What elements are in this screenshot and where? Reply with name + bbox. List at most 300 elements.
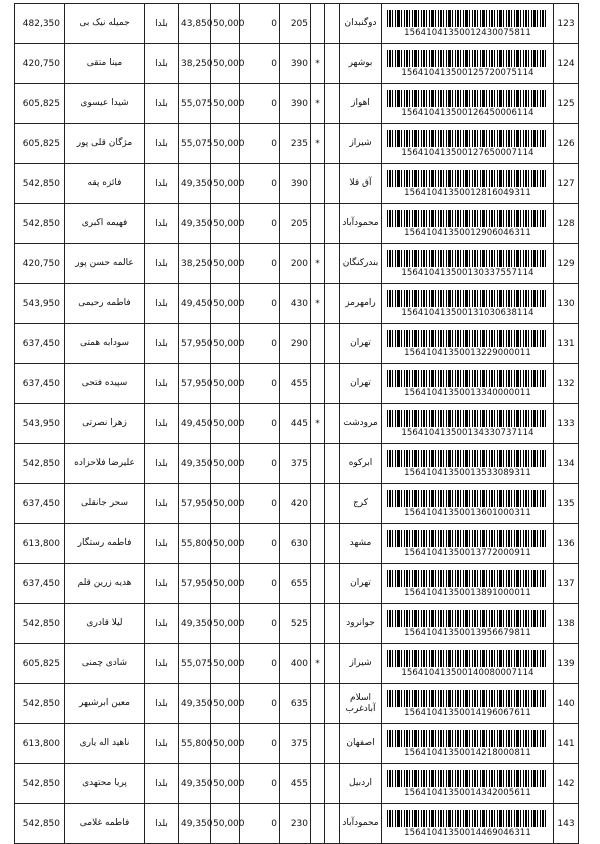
row-number-cell: 126 [554, 124, 579, 164]
tracking-code: 15641041350013956679811 [404, 628, 531, 638]
barcode-graphic [387, 770, 548, 787]
city-cell: مرودشت [340, 404, 382, 444]
value-b-cell: 50,000 [211, 164, 240, 204]
value-a-cell: 49,450 [179, 284, 211, 324]
barcode-graphic [387, 250, 548, 267]
tracking-code: 15641041350012765000711‎4 [401, 148, 534, 158]
table-row [15, 364, 579, 404]
mark-cell [311, 4, 325, 44]
barcode-graphic [387, 10, 548, 27]
type-cell: بلدا [145, 324, 179, 364]
tracking-code: 15641041350012816049311 [404, 188, 531, 198]
mark-cell: * [311, 84, 325, 124]
value-a-cell: 57,950 [179, 564, 211, 604]
zero-cell: 0 [240, 204, 280, 244]
empty-cell [325, 244, 340, 284]
tracking-code: 15641041350012645000611‎4 [401, 108, 534, 118]
recipient-name-cell: عالمه حسن پور [65, 244, 145, 284]
recipient-name-cell: مژگان قلی پور [65, 124, 145, 164]
barcode-graphic [387, 610, 548, 627]
barcode-cell [382, 44, 554, 84]
barcode-graphic [387, 690, 548, 707]
mark-cell [311, 604, 325, 644]
tracking-code: 15641041350013229000011 [404, 348, 531, 358]
tracking-code: 15641041350013033755711‎4 [401, 268, 534, 278]
table-row [15, 404, 579, 444]
row-number-cell: 133 [554, 404, 579, 444]
barcode-cell [382, 644, 554, 684]
count-cell: 445 [280, 404, 311, 444]
city-cell: شیراز [340, 124, 382, 164]
amount-cell: 542,850 [15, 764, 65, 804]
value-a-cell: 49,350 [179, 204, 211, 244]
recipient-name-cell: ناهید اله یاری [65, 724, 145, 764]
zero-cell: 0 [240, 804, 280, 844]
empty-cell [325, 404, 340, 444]
row-number-cell: 139 [554, 644, 579, 684]
value-a-cell: 55,075 [179, 84, 211, 124]
barcode-cell [382, 164, 554, 204]
recipient-name-cell: فائزه پقه [65, 164, 145, 204]
empty-cell [325, 444, 340, 484]
recipient-name-cell: زهرا نصرتی [65, 404, 145, 444]
mark-cell: * [311, 284, 325, 324]
value-a-cell: 49,450 [179, 404, 211, 444]
count-cell: 230 [280, 804, 311, 844]
barcode-graphic [387, 530, 548, 547]
city-cell: اهواز [340, 84, 382, 124]
table-row [15, 44, 579, 84]
city-cell: آق قلا [340, 164, 382, 204]
city-cell: تهران [340, 364, 382, 404]
recipient-name-cell: لیلا قادری [65, 604, 145, 644]
tracking-code: 15641041350013601000311 [404, 508, 531, 518]
mark-cell [311, 564, 325, 604]
empty-cell [325, 604, 340, 644]
type-cell: بلدا [145, 404, 179, 444]
barcode-graphic [387, 130, 548, 147]
city-cell: اسلام آبادغرب [340, 684, 382, 724]
barcode-cell [382, 124, 554, 164]
row-number-cell: 131 [554, 324, 579, 364]
count-cell: 205 [280, 4, 311, 44]
amount-cell: 605,825 [15, 644, 65, 684]
barcode-graphic [387, 50, 548, 67]
type-cell: بلدا [145, 484, 179, 524]
table-row [15, 444, 579, 484]
city-cell: اردبیل [340, 764, 382, 804]
empty-cell [325, 284, 340, 324]
value-b-cell: 50,000 [211, 684, 240, 724]
table-row [15, 4, 579, 44]
row-number-cell: 125 [554, 84, 579, 124]
city-cell: شیراز [340, 644, 382, 684]
amount-cell: 542,850 [15, 204, 65, 244]
zero-cell: 0 [240, 84, 280, 124]
mark-cell [311, 684, 325, 724]
count-cell: 635 [280, 684, 311, 724]
amount-cell: 542,850 [15, 604, 65, 644]
zero-cell: 0 [240, 124, 280, 164]
barcode-cell [382, 684, 554, 724]
city-cell: محمودآباد [340, 804, 382, 844]
zero-cell: 0 [240, 524, 280, 564]
recipient-name-cell: معین ابرشیهر [65, 684, 145, 724]
count-cell: 455 [280, 764, 311, 804]
mark-cell [311, 804, 325, 844]
amount-cell: 542,850 [15, 444, 65, 484]
tracking-code: 15641041350014196067611 [404, 708, 531, 718]
table-row [15, 204, 579, 244]
table-row [15, 684, 579, 724]
recipient-name-cell: فاطمه غلامی [65, 804, 145, 844]
amount-cell: 543,950 [15, 404, 65, 444]
type-cell: بلدا [145, 364, 179, 404]
barcode-cell [382, 564, 554, 604]
type-cell: بلدا [145, 564, 179, 604]
tracking-code: 15641041350012430075811 [404, 28, 531, 38]
recipient-name-cell: شادی چمنی [65, 644, 145, 684]
value-b-cell: 50,000 [211, 484, 240, 524]
value-b-cell: 50,000 [211, 764, 240, 804]
mark-cell [311, 524, 325, 564]
mark-cell [311, 444, 325, 484]
table-row [15, 484, 579, 524]
empty-cell [325, 804, 340, 844]
table-row [15, 524, 579, 564]
barcode-graphic [387, 490, 548, 507]
barcode-graphic [387, 370, 548, 387]
value-b-cell: 50,000 [211, 324, 240, 364]
barcode-graphic [387, 650, 548, 667]
recipient-name-cell: جمیله نیک بی [65, 4, 145, 44]
mark-cell: * [311, 644, 325, 684]
barcode-cell [382, 604, 554, 644]
barcode-cell [382, 484, 554, 524]
barcode-cell [382, 284, 554, 324]
amount-cell: 542,850 [15, 684, 65, 724]
barcode-graphic [387, 450, 548, 467]
row-number-cell: 124 [554, 44, 579, 84]
mark-cell [311, 164, 325, 204]
city-cell: محمودآباد [340, 204, 382, 244]
barcode-cell [382, 524, 554, 564]
recipient-name-cell: علیرضا فلاحزاده [65, 444, 145, 484]
recipient-name-cell: سپیده فتحی [65, 364, 145, 404]
barcode-cell [382, 4, 554, 44]
recipient-name-cell: سودابه همتی [65, 324, 145, 364]
amount-cell: 542,850 [15, 804, 65, 844]
amount-cell: 637,450 [15, 564, 65, 604]
count-cell: 375 [280, 444, 311, 484]
type-cell: بلدا [145, 804, 179, 844]
empty-cell [325, 724, 340, 764]
city-cell: رامهرمز [340, 284, 382, 324]
mark-cell [311, 324, 325, 364]
row-number-cell: 135 [554, 484, 579, 524]
zero-cell: 0 [240, 764, 280, 804]
city-cell: دوگنبدان [340, 4, 382, 44]
value-b-cell: 50,000 [211, 204, 240, 244]
recipient-name-cell: فهیمه اکبری [65, 204, 145, 244]
empty-cell [325, 44, 340, 84]
value-a-cell: 49,350 [179, 164, 211, 204]
barcode-graphic [387, 90, 548, 107]
tracking-code: 15641041350013891000011 [404, 588, 531, 598]
barcode-graphic [387, 170, 548, 187]
value-a-cell: 57,950 [179, 484, 211, 524]
city-cell: بوشهر [340, 44, 382, 84]
amount-cell: 637,450 [15, 364, 65, 404]
tracking-code: 15641041350013340000011 [404, 388, 531, 398]
type-cell: بلدا [145, 84, 179, 124]
empty-cell [325, 204, 340, 244]
value-a-cell: 38,250 [179, 44, 211, 84]
count-cell: 375 [280, 724, 311, 764]
row-number-cell: 130 [554, 284, 579, 324]
zero-cell: 0 [240, 244, 280, 284]
value-a-cell: 43,850 [179, 4, 211, 44]
value-a-cell: 49,350 [179, 604, 211, 644]
count-cell: 290 [280, 324, 311, 364]
empty-cell [325, 564, 340, 604]
tracking-code: 15641041350014008000711‎4 [401, 668, 534, 678]
count-cell: 400 [280, 644, 311, 684]
parcel-list-sheet [14, 3, 575, 844]
count-cell: 205 [280, 204, 311, 244]
row-number-cell: 128 [554, 204, 579, 244]
value-a-cell: 57,950 [179, 324, 211, 364]
tracking-code: 15641041350014218000811 [404, 748, 531, 758]
value-a-cell: 49,350 [179, 444, 211, 484]
count-cell: 430 [280, 284, 311, 324]
city-cell: جوانرود [340, 604, 382, 644]
mark-cell: * [311, 244, 325, 284]
barcode-cell [382, 324, 554, 364]
count-cell: 420 [280, 484, 311, 524]
recipient-name-cell: پریا محتهدی [65, 764, 145, 804]
value-a-cell: 55,800 [179, 724, 211, 764]
barcode-cell [382, 244, 554, 284]
city-cell: بندرکنگان [340, 244, 382, 284]
table-row [15, 284, 579, 324]
value-b-cell: 50,000 [211, 804, 240, 844]
value-a-cell: 38,250 [179, 244, 211, 284]
zero-cell: 0 [240, 4, 280, 44]
zero-cell: 0 [240, 164, 280, 204]
type-cell: بلدا [145, 244, 179, 284]
type-cell: بلدا [145, 604, 179, 644]
type-cell: بلدا [145, 164, 179, 204]
count-cell: 525 [280, 604, 311, 644]
tracking-code: 15641041350012572007511‎4 [401, 68, 534, 78]
count-cell: 455 [280, 364, 311, 404]
table-row [15, 244, 579, 284]
type-cell: بلدا [145, 4, 179, 44]
amount-cell: 637,450 [15, 324, 65, 364]
tracking-code: 15641041350014469046311 [404, 828, 531, 838]
value-b-cell: 50,000 [211, 604, 240, 644]
type-cell: بلدا [145, 204, 179, 244]
type-cell: بلدا [145, 444, 179, 484]
barcode-graphic [387, 330, 548, 347]
zero-cell: 0 [240, 684, 280, 724]
zero-cell: 0 [240, 284, 280, 324]
mark-cell [311, 764, 325, 804]
row-number-cell: 137 [554, 564, 579, 604]
value-b-cell: 50,000 [211, 84, 240, 124]
zero-cell: 0 [240, 644, 280, 684]
type-cell: بلدا [145, 44, 179, 84]
type-cell: بلدا [145, 724, 179, 764]
city-cell: مشهد [340, 524, 382, 564]
table-row [15, 764, 579, 804]
barcode-graphic [387, 410, 548, 427]
table-row [15, 604, 579, 644]
city-cell: تهران [340, 324, 382, 364]
zero-cell: 0 [240, 44, 280, 84]
barcode-graphic [387, 210, 548, 227]
row-number-cell: 134 [554, 444, 579, 484]
row-number-cell: 136 [554, 524, 579, 564]
value-a-cell: 55,075 [179, 644, 211, 684]
city-cell: ابرکوه [340, 444, 382, 484]
city-cell: اصفهان [340, 724, 382, 764]
barcode-cell [382, 364, 554, 404]
count-cell: 200 [280, 244, 311, 284]
city-cell: کرج [340, 484, 382, 524]
value-a-cell: 55,075 [179, 124, 211, 164]
value-a-cell: 49,350 [179, 684, 211, 724]
count-cell: 390 [280, 84, 311, 124]
parcel-table [14, 3, 579, 844]
recipient-name-cell: فاطمه رستگار [65, 524, 145, 564]
value-a-cell: 57,950 [179, 364, 211, 404]
row-number-cell: 141 [554, 724, 579, 764]
type-cell: بلدا [145, 684, 179, 724]
table-row [15, 84, 579, 124]
tracking-code: 15641041350013533089311 [404, 468, 531, 478]
tracking-code: 15641041350013103063811‎4 [401, 308, 534, 318]
mark-cell: * [311, 44, 325, 84]
count-cell: 630 [280, 524, 311, 564]
barcode-cell [382, 724, 554, 764]
type-cell: بلدا [145, 284, 179, 324]
type-cell: بلدا [145, 124, 179, 164]
zero-cell: 0 [240, 724, 280, 764]
amount-cell: 613,800 [15, 724, 65, 764]
empty-cell [325, 84, 340, 124]
empty-cell [325, 484, 340, 524]
barcode-graphic [387, 810, 548, 827]
value-b-cell: 50,000 [211, 524, 240, 564]
empty-cell [325, 364, 340, 404]
barcode-graphic [387, 730, 548, 747]
recipient-name-cell: شیدا عیسوی [65, 84, 145, 124]
amount-cell: 613,800 [15, 524, 65, 564]
row-number-cell: 143 [554, 804, 579, 844]
table-row [15, 724, 579, 764]
empty-cell [325, 164, 340, 204]
amount-cell: 605,825 [15, 124, 65, 164]
amount-cell: 420,750 [15, 244, 65, 284]
zero-cell: 0 [240, 324, 280, 364]
empty-cell [325, 324, 340, 364]
barcode-graphic [387, 290, 548, 307]
amount-cell: 605,825 [15, 84, 65, 124]
mark-cell: * [311, 404, 325, 444]
type-cell: بلدا [145, 764, 179, 804]
table-row [15, 124, 579, 164]
value-a-cell: 55,800 [179, 524, 211, 564]
amount-cell: 542,850 [15, 164, 65, 204]
empty-cell [325, 684, 340, 724]
count-cell: 655 [280, 564, 311, 604]
tracking-code: 15641041350013772000911 [404, 548, 531, 558]
value-b-cell: 50,000 [211, 44, 240, 84]
barcode-graphic [387, 570, 548, 587]
zero-cell: 0 [240, 604, 280, 644]
amount-cell: 543,950 [15, 284, 65, 324]
barcode-cell [382, 764, 554, 804]
value-b-cell: 50,000 [211, 404, 240, 444]
row-number-cell: 142 [554, 764, 579, 804]
value-a-cell: 49,350 [179, 764, 211, 804]
tracking-code: 15641041350013433073711‎4 [401, 428, 534, 438]
row-number-cell: 127 [554, 164, 579, 204]
value-b-cell: 50,000 [211, 444, 240, 484]
zero-cell: 0 [240, 564, 280, 604]
barcode-cell [382, 204, 554, 244]
table-row [15, 324, 579, 364]
value-b-cell: 50,000 [211, 4, 240, 44]
barcode-cell [382, 404, 554, 444]
barcode-cell [382, 84, 554, 124]
mark-cell [311, 364, 325, 404]
recipient-name-cell: سحر جانقلی [65, 484, 145, 524]
empty-cell [325, 524, 340, 564]
empty-cell [325, 124, 340, 164]
mark-cell [311, 204, 325, 244]
barcode-cell [382, 444, 554, 484]
row-number-cell: 129 [554, 244, 579, 284]
amount-cell: 420,750 [15, 44, 65, 84]
row-number-cell: 123 [554, 4, 579, 44]
tracking-code: 15641041350014342005611 [404, 788, 531, 798]
amount-cell: 637,450 [15, 484, 65, 524]
value-b-cell: 50,000 [211, 284, 240, 324]
barcode-cell [382, 804, 554, 844]
value-b-cell: 50,000 [211, 244, 240, 284]
table-row [15, 804, 579, 844]
value-a-cell: 49,350 [179, 804, 211, 844]
type-cell: بلدا [145, 644, 179, 684]
table-row [15, 564, 579, 604]
value-b-cell: 50,000 [211, 364, 240, 404]
row-number-cell: 132 [554, 364, 579, 404]
mark-cell [311, 724, 325, 764]
empty-cell [325, 644, 340, 684]
city-cell: تهران [340, 564, 382, 604]
table-row [15, 644, 579, 684]
recipient-name-cell: فاطمه رحیمی [65, 284, 145, 324]
recipient-name-cell: هدیه زرین قلم [65, 564, 145, 604]
zero-cell: 0 [240, 484, 280, 524]
row-number-cell: 138 [554, 604, 579, 644]
value-b-cell: 50,000 [211, 724, 240, 764]
empty-cell [325, 764, 340, 804]
recipient-name-cell: مینا متقی [65, 44, 145, 84]
